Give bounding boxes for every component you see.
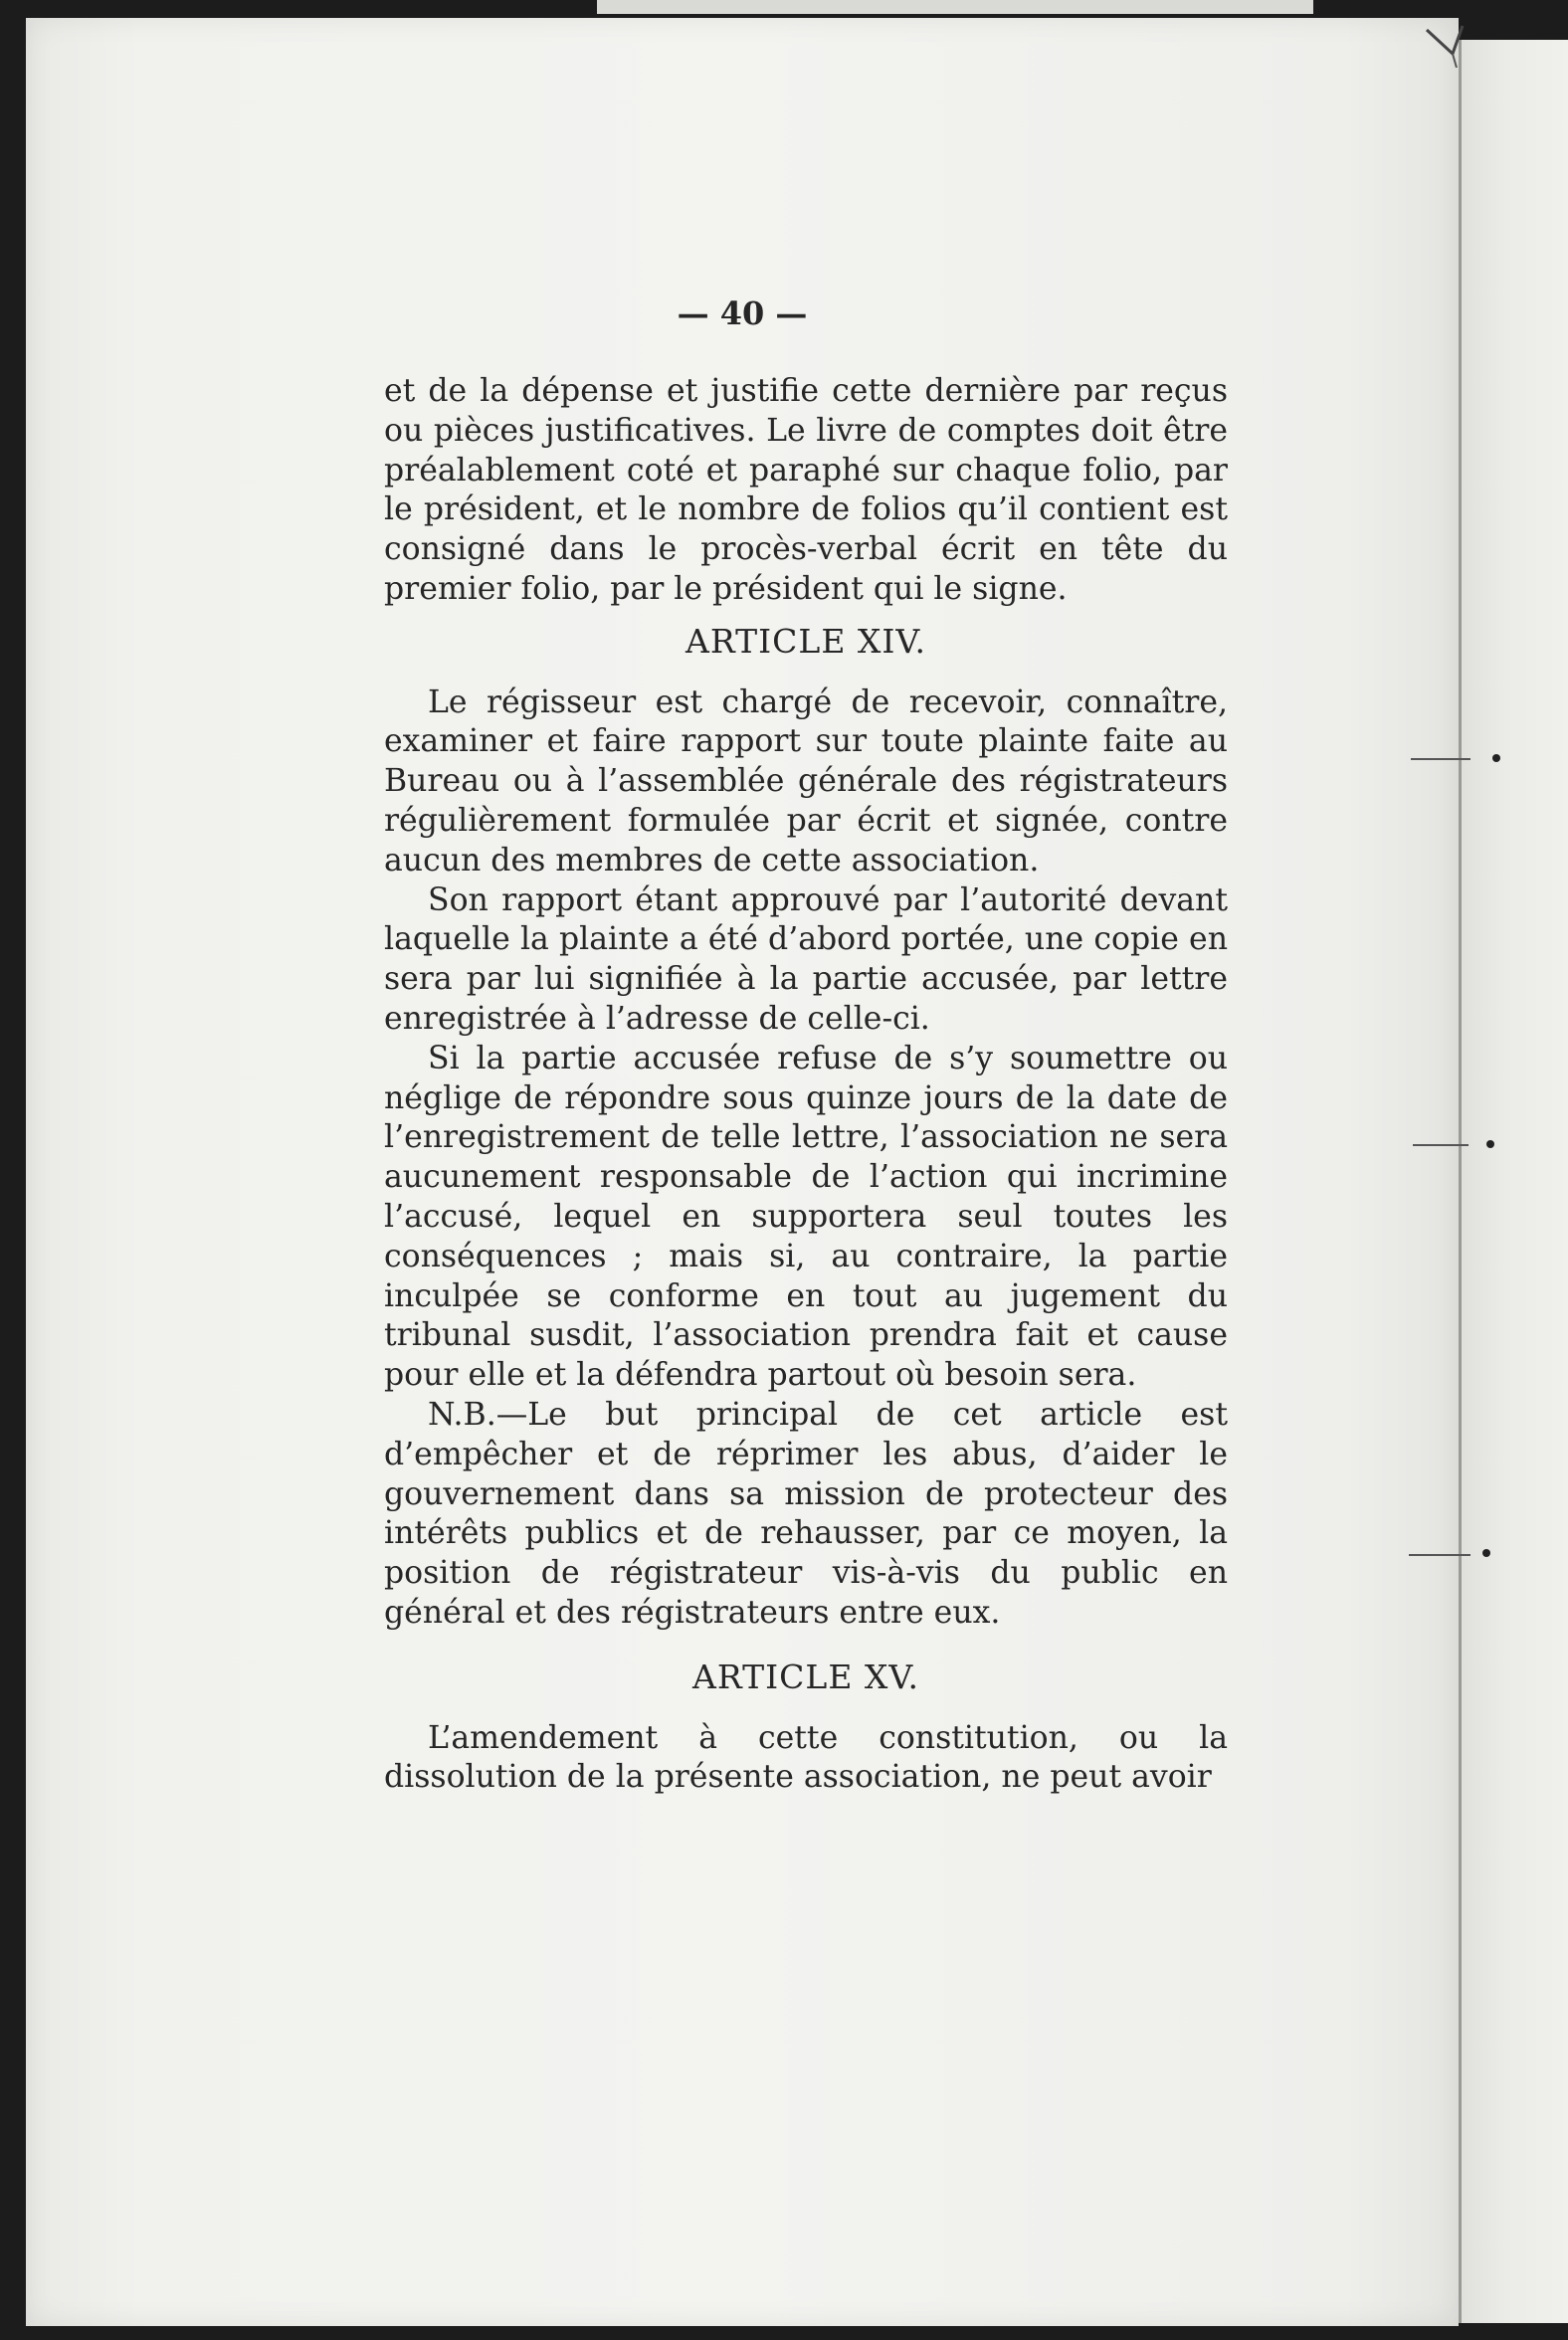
margin-dot	[1482, 1549, 1490, 1557]
opening-paragraph: et de la dépense et justifie cette dernière par reçus ou pièces justificatives. Le livre de comptes doit être préalablement coté et paraphé sur chaque folio, par le président, et le nombre de folios qu’il contient est consigné dans le procès-verbal écrit en tête du premier folio, par le président qui le signe.	[384, 373, 1228, 607]
scan-edge-strip	[597, 0, 1313, 14]
margin-dot	[1486, 1140, 1494, 1148]
article-xiv-paragraph-1: Le régisseur est chargé de recevoir, connaître, examiner et faire rapport sur toute plainte faite au Bureau ou à l’assemblée générale des régistrateurs régulièrement formulée par écrit et signée, contre aucun des membres de cette association.	[384, 683, 1228, 878]
article-xiv-nb-paragraph: N.B.—Le but principal de cet article est d’empêcher et de réprimer les abus, d’aider le gouvernement dans sa mission de protecteur des intérêts publics et de rehausser, par ce moyen, la position de régistrateur vis-à-vis du public en général et des régistrateurs entre eux.	[384, 1396, 1228, 1631]
page-fold-mark	[1423, 24, 1482, 68]
body-text	[384, 372, 1228, 1798]
margin-dot	[1492, 754, 1500, 762]
adjacent-page-edge	[1459, 40, 1568, 2323]
margin-mark	[1411, 758, 1470, 760]
page-number: — 40 —	[677, 294, 808, 332]
article-xiv-heading: ARTICLE XIV.	[686, 621, 926, 661]
article-xiv-paragraph-2: Son rapport étant approuvé par l’autorité devant laquelle la plainte a été d’abord portée, une copie en sera par lui signifiée à la partie accusée, par lettre enregistrée à l’adresse de celle-ci.	[384, 881, 1228, 1037]
margin-mark	[1413, 1144, 1469, 1146]
article-xv-paragraph-1: L’amendement à cette constitution, ou la dissolution de la présente association, ne peut avoir	[384, 1719, 1228, 1796]
article-xv-heading: ARTICLE XV.	[692, 1657, 919, 1696]
article-xiv-paragraph-3: Si la partie accusée refuse de s’y soumettre ou néglige de répondre sous quinze jours de la date de l’enregistrement de telle lettre, l’association ne sera aucunement responsable de l’action qui incrimine l’accusé, lequel en supportera seul toutes les conséquences ; mais si, au contraire, la partie inculpée se conforme en tout au jugement du tribunal susdit, l’association prendra fait et cause pour elle et la défendra partout où besoin sera.	[384, 1040, 1228, 1394]
margin-mark	[1409, 1554, 1470, 1556]
